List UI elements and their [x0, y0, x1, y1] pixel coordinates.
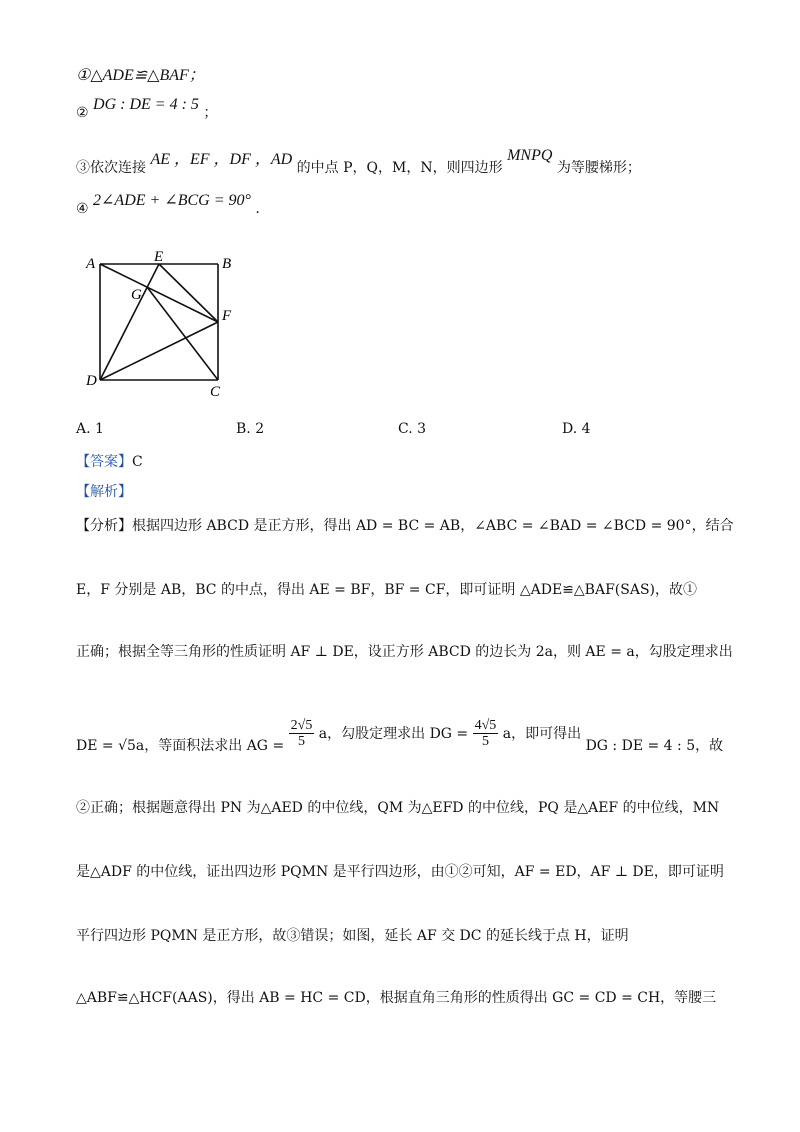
statement-4-math: 2∠ADE + ∠BCG = 90° — [93, 192, 251, 209]
statement-3 — [76, 146, 641, 176]
statement-1-text: ①△ADE≌△BAF； — [76, 67, 205, 84]
fraction-dg-num: 4√5 — [474, 718, 497, 733]
statement-2 — [76, 94, 218, 121]
choice-b[interactable]: B. 2 — [236, 421, 265, 437]
analysis-line-6: 是△ADF 的中位线，证出四边形 PQMN 是平行四边形，由①②可知，AF = ED，AF ⊥ DE，即可证明 — [76, 864, 724, 880]
fraction-dg — [473, 718, 499, 750]
segment-df — [100, 322, 218, 380]
statement-2-suffix: ； — [203, 105, 218, 121]
analysis-line-4a: DE = √5a，等面积法求出 AG = — [76, 737, 285, 754]
analysis-line-1: 【分析】根据四边形 ABCD 是正方形，得出 AD = BC = AB，∠ABC = ∠BAD = ∠BCD = 90°，结合 — [76, 518, 734, 534]
analysis-line-4d: DG : DE = 4 : 5，故 — [585, 737, 724, 754]
statement-2-prefix: ② — [76, 105, 89, 121]
label-e: E — [154, 249, 164, 265]
answer-line — [76, 451, 143, 471]
statement-4-prefix: ④ — [76, 201, 89, 217]
statement-4-suffix: . — [255, 201, 260, 217]
analysis-line-4b: a，勾股定理求出 DG = — [318, 725, 469, 742]
fraction-ag-num: 2√5 — [290, 718, 313, 733]
statement-3-segments: AE ，EF ，DF ，AD — [150, 151, 293, 168]
segment-de — [100, 264, 159, 380]
answer-value: C — [132, 454, 143, 470]
analysis-line-5: ②正确；根据题意得出 PN 为△AED 的中位线，QM 为△EFD 的中位线，PQ 是△AEF 的中位线，MN — [76, 800, 720, 816]
statement-3-shape: MNPQ — [507, 147, 553, 164]
label-d: D — [86, 373, 97, 389]
analysis-line-4c: a，即可得出 — [502, 725, 582, 742]
choice-a[interactable]: A. 1 — [76, 421, 104, 437]
answer-tag: 【答案】 — [76, 454, 132, 470]
statement-1 — [76, 62, 205, 85]
fraction-dg-den: 5 — [481, 734, 489, 750]
label-g: G — [131, 287, 142, 303]
statement-3-suffix: 为等腰梯形； — [556, 160, 641, 176]
analysis-line-3: 正确；根据全等三角形的性质证明 AF ⊥ DE，设正方形 ABCD 的边长为 2a，则 AE = a，勾股定理求出 — [76, 644, 733, 660]
analysis-tag: 【解析】 — [76, 484, 132, 500]
label-b: B — [222, 256, 232, 272]
label-f: F — [222, 308, 232, 324]
analysis-line-2: E，F 分别是 AB，BC 的中点，得出 AE = BF，BF = CF，即可证明 △ADE≌△BAF(SAS)，故① — [76, 582, 698, 598]
label-c: C — [210, 384, 221, 400]
segment-ef — [159, 264, 218, 322]
segment-af — [100, 264, 218, 322]
analysis-line-7: 平行四边形 PQMN 是正方形，故③错误；如图，延长 AF 交 DC 的延长线于点 H，证明 — [76, 928, 629, 944]
statement-2-math: DG : DE = 4 : 5 — [93, 96, 199, 113]
statement-4 — [76, 190, 260, 217]
statement-3-prefix: ③依次连接 — [76, 160, 146, 176]
segment-gc — [147, 287, 218, 380]
choice-c[interactable]: C. 3 — [398, 421, 427, 437]
label-a: A — [86, 256, 96, 272]
choice-d[interactable]: D. 4 — [562, 421, 591, 437]
fraction-ag-den: 5 — [297, 734, 305, 750]
analysis-line-4 — [76, 718, 726, 754]
analysis-line-8: △ABF≌△HCF(AAS)，得出 AB = HC = CD，根据直角三角形的性质得出 GC = CD = CH，等腰三 — [76, 990, 717, 1006]
statement-3-mid: 的中点 P，Q，M，N，则四边形 — [296, 160, 503, 176]
fraction-ag — [289, 718, 315, 750]
